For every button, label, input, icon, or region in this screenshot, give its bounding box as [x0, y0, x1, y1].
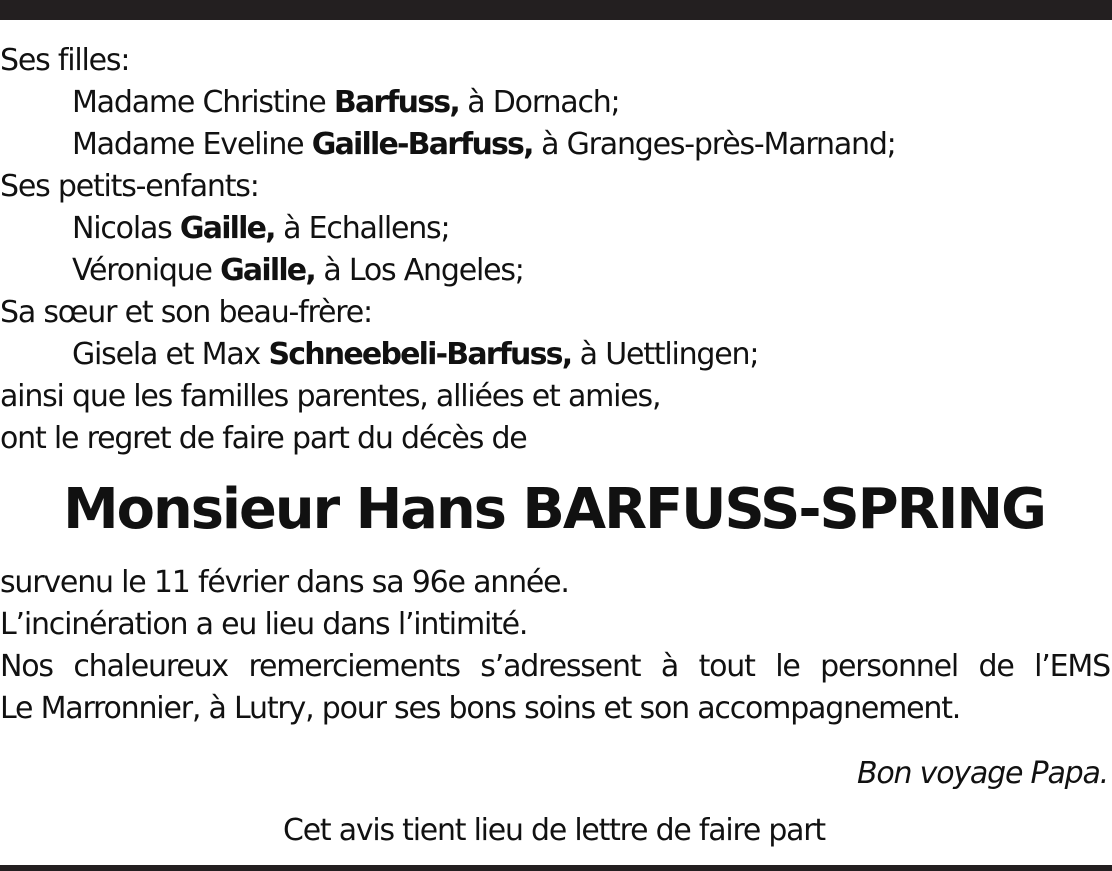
- thanks-word: personnel: [820, 649, 958, 684]
- grandchild-place: à Echallens;: [283, 211, 450, 246]
- thanks-word: s’adressent: [480, 649, 641, 684]
- thanks-line: [0, 646, 1110, 687]
- sibling-surname: Schneebeli-Barfuss,: [268, 337, 572, 372]
- footer-note: Cet avis tient lieu de lettre de faire part: [283, 813, 825, 848]
- thanks-word: l’EMS: [1034, 649, 1110, 684]
- sibling-given-names: Gisela et Max: [72, 337, 261, 372]
- extended-families-line: ainsi que les familles parentes, alliées et amies,: [0, 379, 661, 414]
- deceased-name: Monsieur Hans BARFUSS-SPRING: [63, 477, 1045, 542]
- daughter-place: à Granges-près-Marnand;: [541, 127, 896, 162]
- thanks-word: chaleureux: [73, 649, 228, 684]
- grandchild-place: à Los Angeles;: [323, 253, 524, 288]
- grandchild-given-name: Nicolas: [72, 211, 172, 246]
- thanks-word: le: [775, 649, 800, 684]
- thanks-word: de: [978, 649, 1014, 684]
- thanks-word: à: [660, 649, 679, 684]
- daughter-surname: Gaille-Barfuss,: [311, 127, 533, 162]
- grandchild-entry: [72, 250, 524, 291]
- thanks-word: Nos: [0, 649, 53, 684]
- daughter-entry: [72, 82, 619, 123]
- thanks-word: remerciements: [248, 649, 460, 684]
- sibling-entry: [72, 334, 758, 375]
- daughter-given-name: Madame Christine: [72, 85, 326, 120]
- announcement-intro: ont le regret de faire part du décès de: [0, 421, 527, 456]
- cremation-line: L’incinération a eu lieu dans l’intimité.: [0, 607, 528, 642]
- grandchild-surname: Gaille,: [179, 211, 275, 246]
- sibling-place: à Uettlingen;: [579, 337, 759, 372]
- grandchild-given-name: Véronique: [72, 253, 212, 288]
- daughters-label: Ses filles:: [0, 43, 130, 78]
- daughter-given-name: Madame Eveline: [72, 127, 304, 162]
- top-rule: [0, 0, 1112, 20]
- daughter-place: à Dornach;: [467, 85, 620, 120]
- thanks-word: tout: [698, 649, 755, 684]
- grandchild-surname: Gaille,: [220, 253, 315, 288]
- closing-farewell: Bon voyage Papa.: [856, 756, 1108, 791]
- daughter-entry: [72, 124, 896, 165]
- death-date-line: survenu le 11 février dans sa 96e année.: [0, 565, 569, 600]
- grandchild-entry: [72, 208, 449, 249]
- daughter-surname: Barfuss,: [333, 85, 459, 120]
- thanks-line-continued: Le Marronnier, à Lutry, pour ses bons soins et son accompagnement.: [0, 691, 961, 726]
- bottom-rule: [0, 865, 1112, 871]
- grandchildren-label: Ses petits-enfants:: [0, 169, 259, 204]
- sibling-label: Sa sœur et son beau-frère:: [0, 295, 372, 330]
